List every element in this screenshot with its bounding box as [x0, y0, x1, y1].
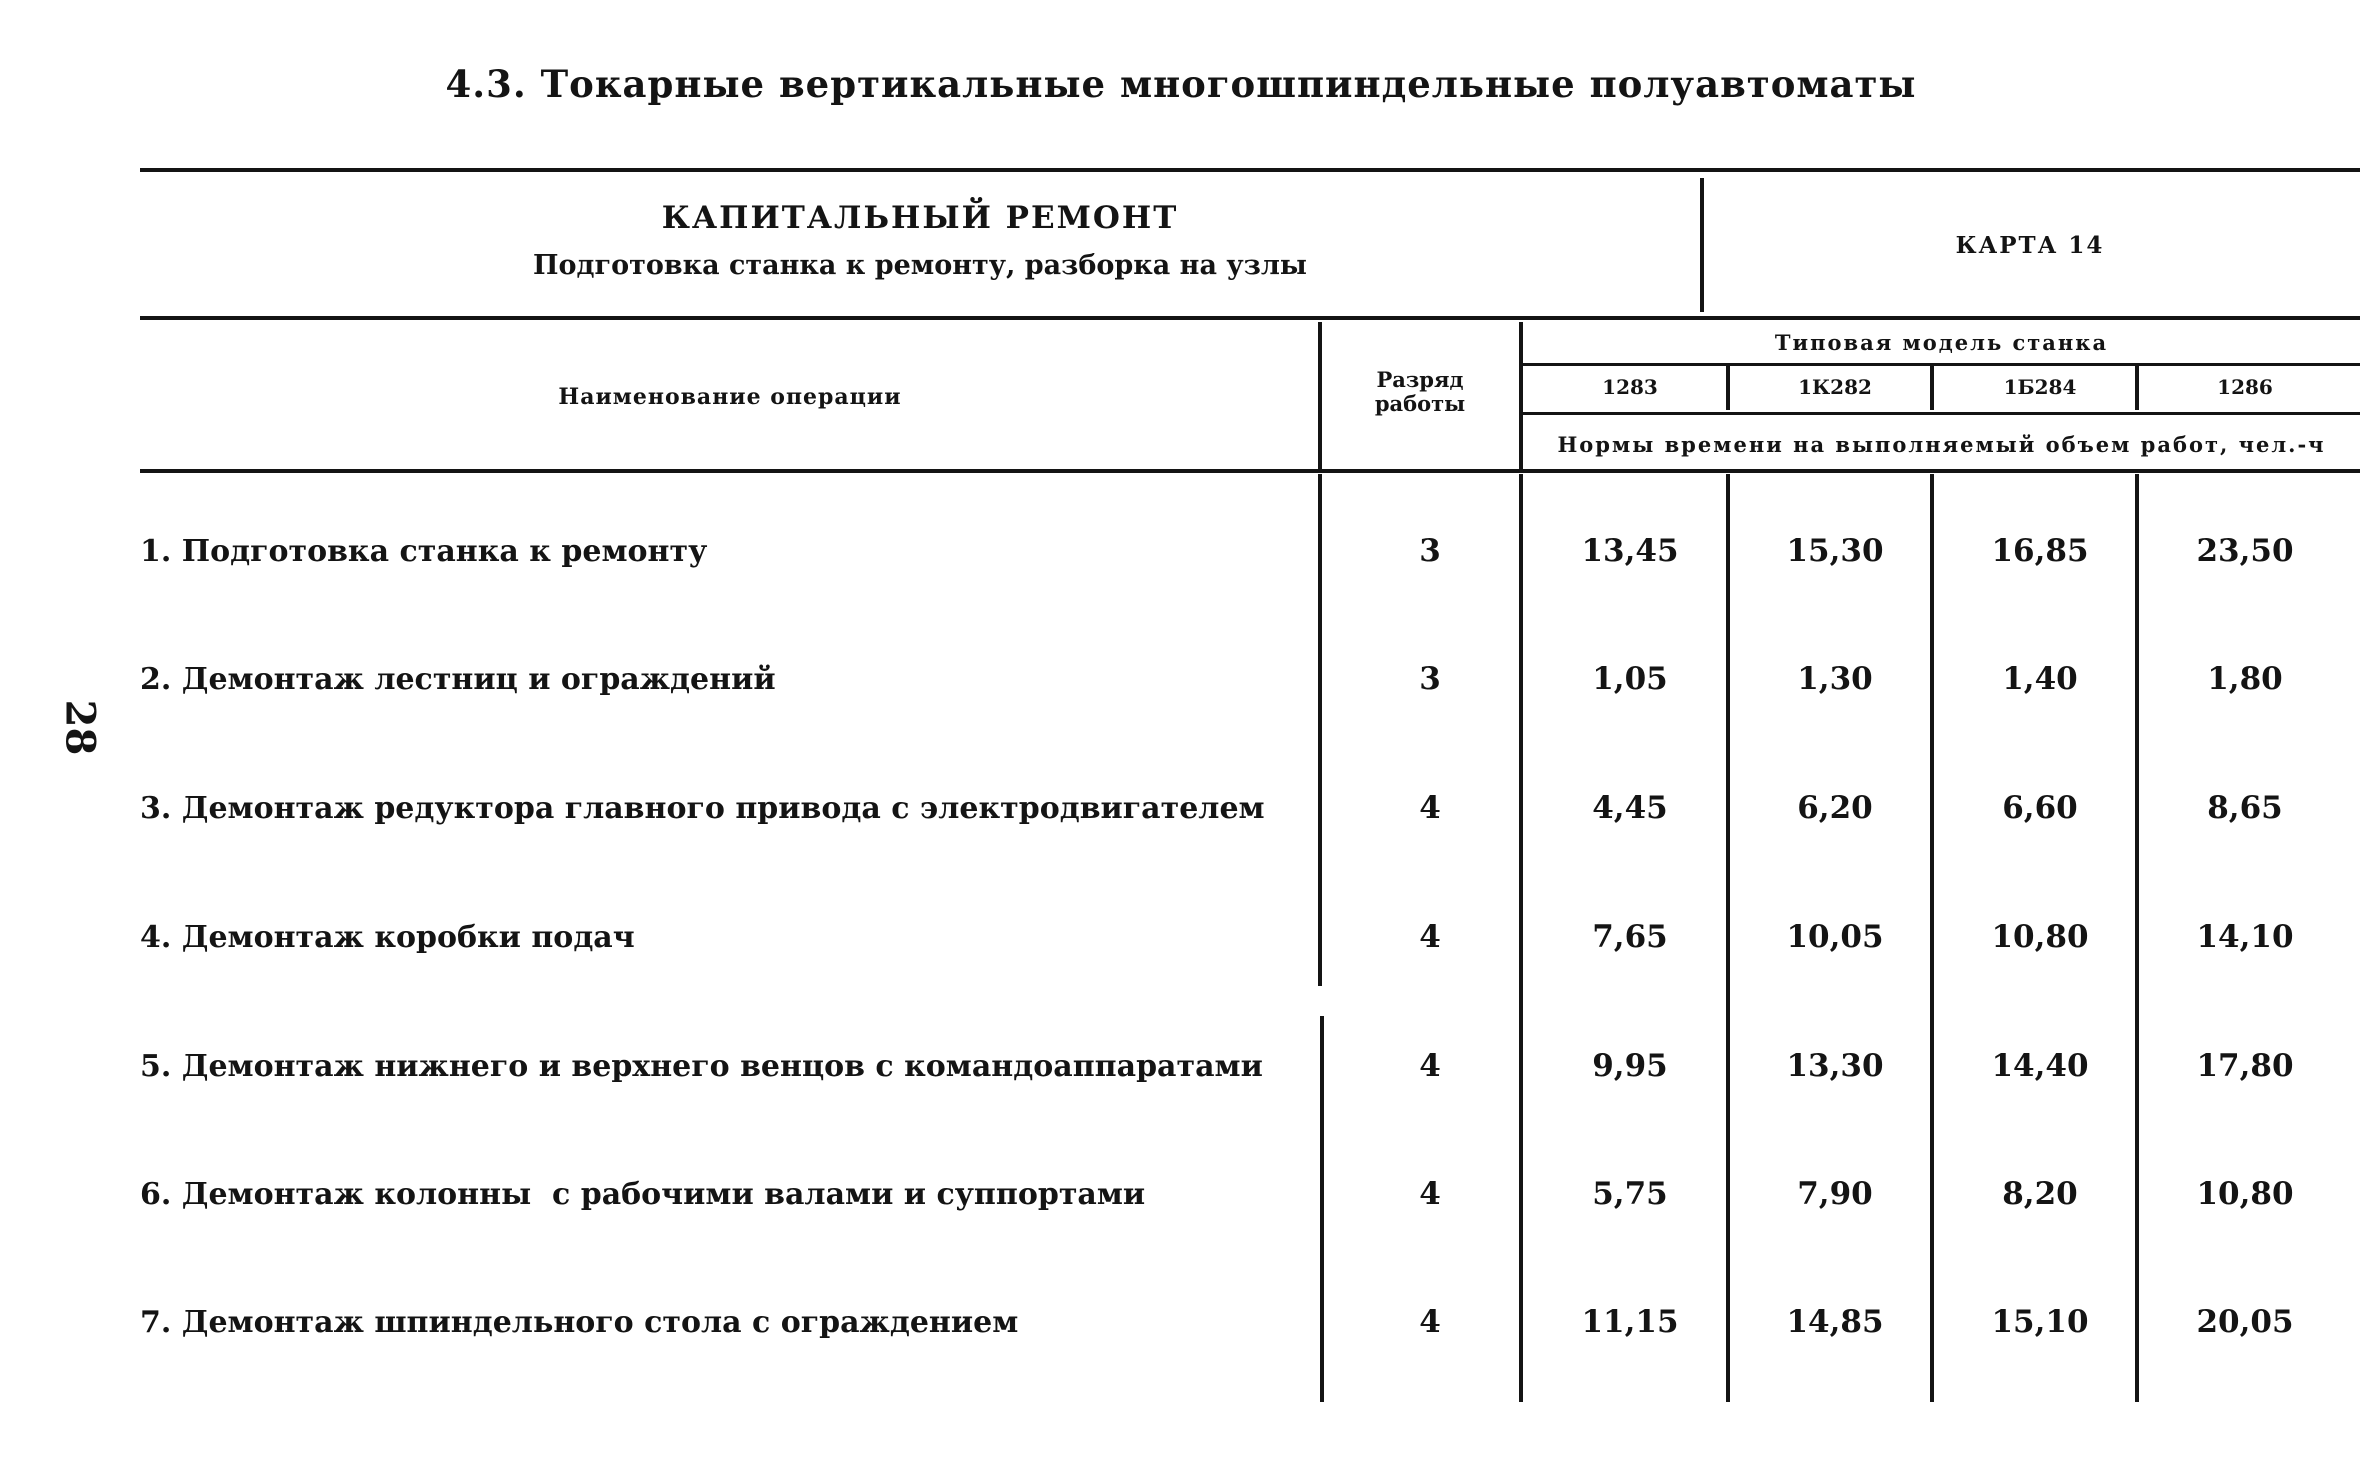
work-grade-line1: Разряд: [1376, 367, 1464, 392]
repair-title: КАПИТАЛЬНЫЙ РЕМОНТ: [661, 200, 1179, 236]
body-vrule-grade-left-lower: [1320, 1016, 1324, 1402]
body-vrule-grade-left: [1318, 474, 1322, 986]
row-2-value-1k282: 1,30: [1797, 661, 1873, 697]
row-3-value-1k282: 6,20: [1797, 790, 1873, 826]
row-1-value-1286: 23,50: [2196, 533, 2294, 569]
model-header-rule: [1523, 363, 2360, 366]
section-title: 4.3. Токарные вертикальные многошпиндельные полуавтоматы: [445, 62, 1917, 106]
page-number: 28: [56, 699, 104, 756]
row-7-value-1b284: 15,10: [1991, 1304, 2089, 1340]
row-3-operation: 3. Демонтаж редуктора главного привода с электродвигателем: [140, 791, 1265, 826]
column-header-bottom-rule: [140, 469, 2360, 473]
row-4-value-1k282: 10,05: [1786, 919, 1884, 955]
row-4-operation: 4. Демонтаж коробки подач: [140, 920, 635, 955]
row-5-value-1k282: 13,30: [1786, 1048, 1884, 1084]
row-1-grade: 3: [1419, 533, 1441, 569]
row-1-value-1k282: 15,30: [1786, 533, 1884, 569]
row-4-value-1b284: 10,80: [1991, 919, 2089, 955]
column-operation-name: Наименование операции: [558, 384, 902, 410]
header-vrule-grade-right: [1519, 322, 1523, 470]
header-vrule-grade-left: [1318, 322, 1322, 470]
header-vrule-model-3: [2135, 366, 2139, 410]
row-3-value-1283: 4,45: [1592, 790, 1668, 826]
row-6-value-1286: 10,80: [2196, 1176, 2294, 1212]
row-5-value-1283: 9,95: [1592, 1048, 1668, 1084]
top-rule: [140, 168, 2360, 172]
row-5-grade: 4: [1419, 1048, 1441, 1084]
card-label: КАРТА 14: [1955, 232, 2105, 259]
row-3-value-1b284: 6,60: [2002, 790, 2078, 826]
column-work-grade: [1320, 368, 1520, 416]
row-3-grade: 4: [1419, 790, 1441, 826]
row-5-operation: 5. Демонтаж нижнего и верхнего венцов с командоаппаратами: [140, 1049, 1263, 1084]
row-4-value-1286: 14,10: [2196, 919, 2294, 955]
row-1-operation: 1. Подготовка станка к ремонту: [140, 534, 708, 569]
row-1-value-1b284: 16,85: [1991, 533, 2089, 569]
row-1-value-1283: 13,45: [1581, 533, 1679, 569]
row-6-value-1b284: 8,20: [2002, 1176, 2078, 1212]
row-7-value-1k282: 14,85: [1786, 1304, 1884, 1340]
model-1283: 1283: [1602, 375, 1658, 399]
repair-subtitle: Подготовка станка к ремонту, разборка на узлы: [533, 250, 1307, 281]
row-2-value-1283: 1,05: [1592, 661, 1668, 697]
row-5-value-1b284: 14,40: [1991, 1048, 2089, 1084]
row-6-operation: 6. Демонтаж колонны с рабочими валами и суппортами: [140, 1177, 1146, 1212]
model-1286: 1286: [2217, 375, 2273, 399]
header-vrule-model-1: [1726, 366, 1730, 410]
model-header: Типовая модель станка: [1774, 330, 2109, 355]
row-6-value-1k282: 7,90: [1797, 1176, 1873, 1212]
model-1k282: 1К282: [1798, 375, 1872, 399]
row-7-operation: 7. Демонтаж шпиндельного стола с ограждением: [140, 1305, 1019, 1340]
row-7-value-1286: 20,05: [2196, 1304, 2294, 1340]
row-7-grade: 4: [1419, 1304, 1441, 1340]
header-bottom-rule: [140, 316, 2360, 320]
row-6-value-1283: 5,75: [1592, 1176, 1668, 1212]
row-3-value-1286: 8,65: [2207, 790, 2283, 826]
norms-header: Нормы времени на выполняемый объем работ, чел.-ч: [1557, 432, 2326, 457]
row-4-value-1283: 7,65: [1592, 919, 1668, 955]
model-names-rule: [1523, 412, 2360, 415]
work-grade-line2: работы: [1374, 391, 1466, 416]
row-2-value-1b284: 1,40: [2002, 661, 2078, 697]
row-7-value-1283: 11,15: [1581, 1304, 1679, 1340]
row-6-grade: 4: [1419, 1176, 1441, 1212]
model-1b284: 1Б284: [2003, 375, 2077, 399]
row-2-value-1286: 1,80: [2207, 661, 2283, 697]
row-4-grade: 4: [1419, 919, 1441, 955]
row-5-value-1286: 17,80: [2196, 1048, 2294, 1084]
header-vrule-model-2: [1930, 366, 1934, 410]
row-2-operation: 2. Демонтаж лестниц и ограждений: [140, 662, 776, 697]
row-2-grade: 3: [1419, 661, 1441, 697]
